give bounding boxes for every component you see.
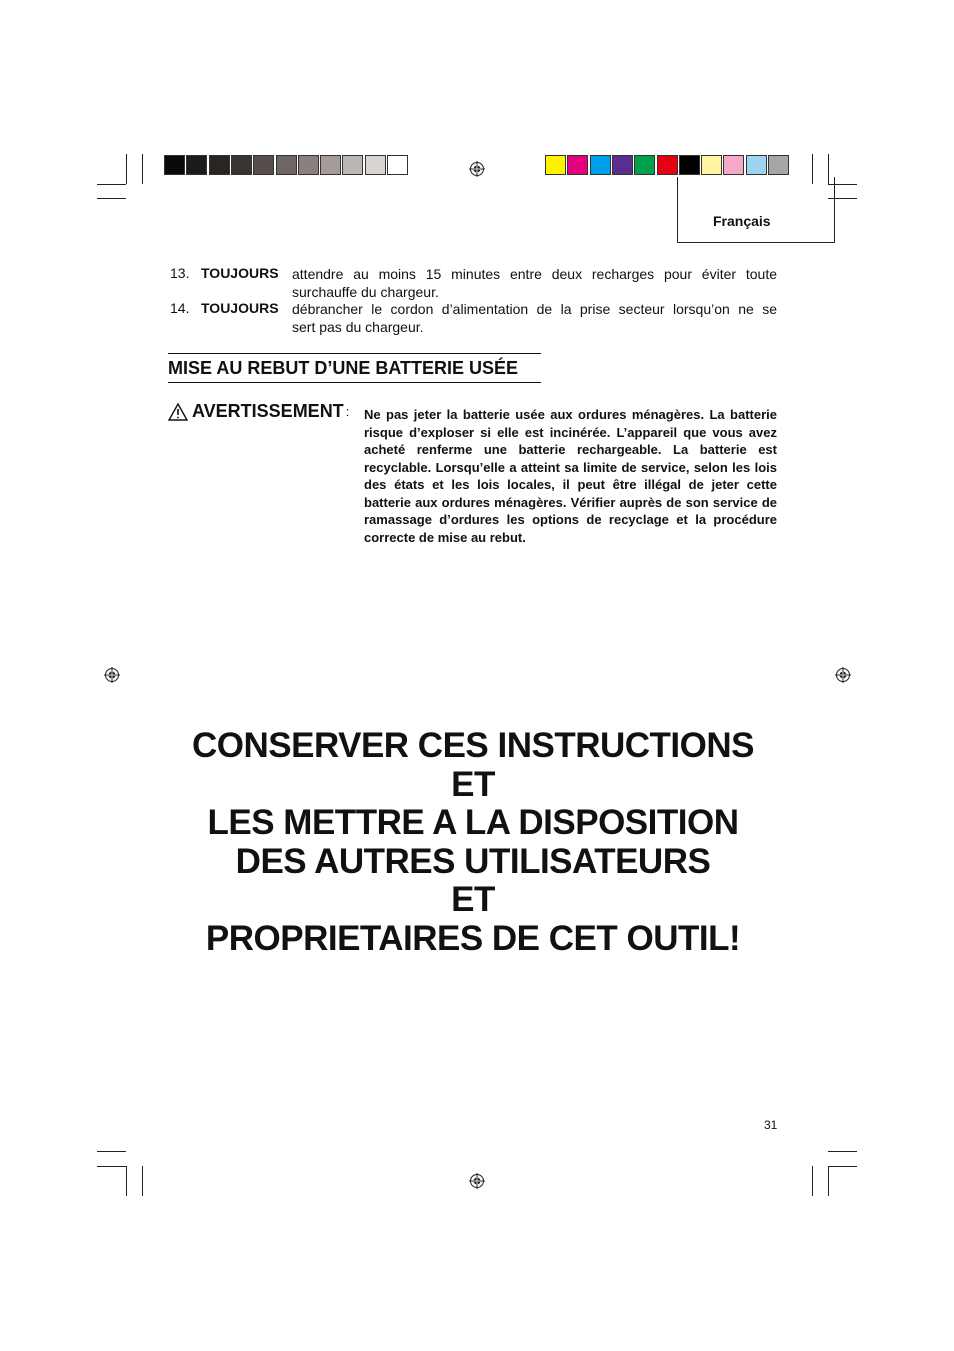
color-swatch [701, 155, 722, 175]
section-rule-top [168, 353, 541, 354]
color-swatch [186, 155, 207, 175]
color-swatch [231, 155, 252, 175]
crop-mark [828, 1166, 857, 1167]
warning-label-text: AVERTISSEMENT [192, 401, 344, 421]
closing-line: ET [451, 880, 495, 919]
item-keyword: TOUJOURS [201, 300, 279, 316]
item-text-line: surchauffe du chargeur. [292, 284, 439, 300]
color-swatch [679, 155, 700, 175]
color-swatch [276, 155, 297, 175]
color-swatch [342, 155, 363, 175]
crop-mark [97, 1166, 126, 1167]
item-number: 14. [170, 300, 190, 316]
page-number: 31 [764, 1118, 778, 1132]
section-rule-bottom [168, 382, 541, 383]
language-label: Français [713, 213, 771, 229]
section-title: MISE AU REBUT D’UNE BATTERIE USÉE [168, 358, 519, 378]
item-text-line: attendre au moins 15 minutes entre deux recharges pour éviter toute [292, 266, 777, 282]
item-keyword: TOUJOURS [201, 265, 279, 281]
closing-line: PROPRIETAIRES DE CET OUTIL! [205, 918, 741, 958]
color-swatch [657, 155, 678, 175]
warning-colon: : [345, 404, 350, 419]
color-swatch [746, 155, 767, 175]
crop-mark [97, 184, 126, 185]
color-swatch [545, 155, 566, 175]
language-tab [677, 177, 835, 243]
color-swatch [612, 155, 633, 175]
crop-mark [828, 1151, 857, 1152]
color-swatch [387, 155, 408, 175]
closing-line: LES METTRE A LA DISPOSITION [207, 803, 739, 842]
item-number: 13. [170, 265, 190, 281]
color-swatch [320, 155, 341, 175]
crop-mark [142, 1166, 143, 1196]
color-swatch [590, 155, 611, 175]
color-swatch [768, 155, 789, 175]
crop-mark [142, 154, 143, 184]
color-swatch [253, 155, 274, 175]
warning-label [168, 401, 349, 422]
color-swatch [164, 155, 185, 175]
color-swatch [209, 155, 230, 175]
crop-mark [97, 1151, 126, 1152]
registration-mark-icon [469, 1173, 485, 1189]
crop-mark [126, 154, 127, 184]
item-text-line: sert pas du chargeur. [292, 319, 424, 335]
closing-line: DES AUTRES UTILISATEURS [235, 841, 711, 881]
crop-mark [828, 1166, 829, 1196]
registration-mark-icon [469, 161, 485, 177]
registration-mark-icon [835, 667, 851, 683]
item-text [292, 265, 777, 301]
color-swatch [634, 155, 655, 175]
closing-line: CONSERVER CES INSTRUCTIONS [192, 726, 754, 765]
warning-triangle-icon [168, 403, 188, 421]
crop-mark [97, 198, 126, 199]
closing-statement [100, 727, 846, 958]
item-text-line: débrancher le cordon d’alimentation de la prise secteur lorsqu’on ne se [292, 301, 777, 317]
crop-mark [812, 1166, 813, 1196]
color-swatch [365, 155, 386, 175]
color-swatch [298, 155, 319, 175]
color-swatch [723, 155, 744, 175]
crop-mark [126, 1166, 127, 1196]
registration-mark-icon [104, 667, 120, 683]
warning-text: Ne pas jeter la batterie usée aux ordures ménagères. La batterie risque d’exploser si elle est incinérée. L’appareil que vous avez acheté renferme une batterie rechargeable. La batterie est recyclable. Lorsqu’elle a atteint sa limite de service, selon les lois des états et les lois locales, il peut être illégal de jeter cette batterie aux ordures ménagères. Vérifier auprès de son service de ramassage d’ordures les options de recyclage et la procédure correcte de mise au rebut. [364, 407, 777, 545]
color-swatch [567, 155, 588, 175]
closing-line: ET [451, 764, 495, 804]
item-text [292, 300, 777, 336]
